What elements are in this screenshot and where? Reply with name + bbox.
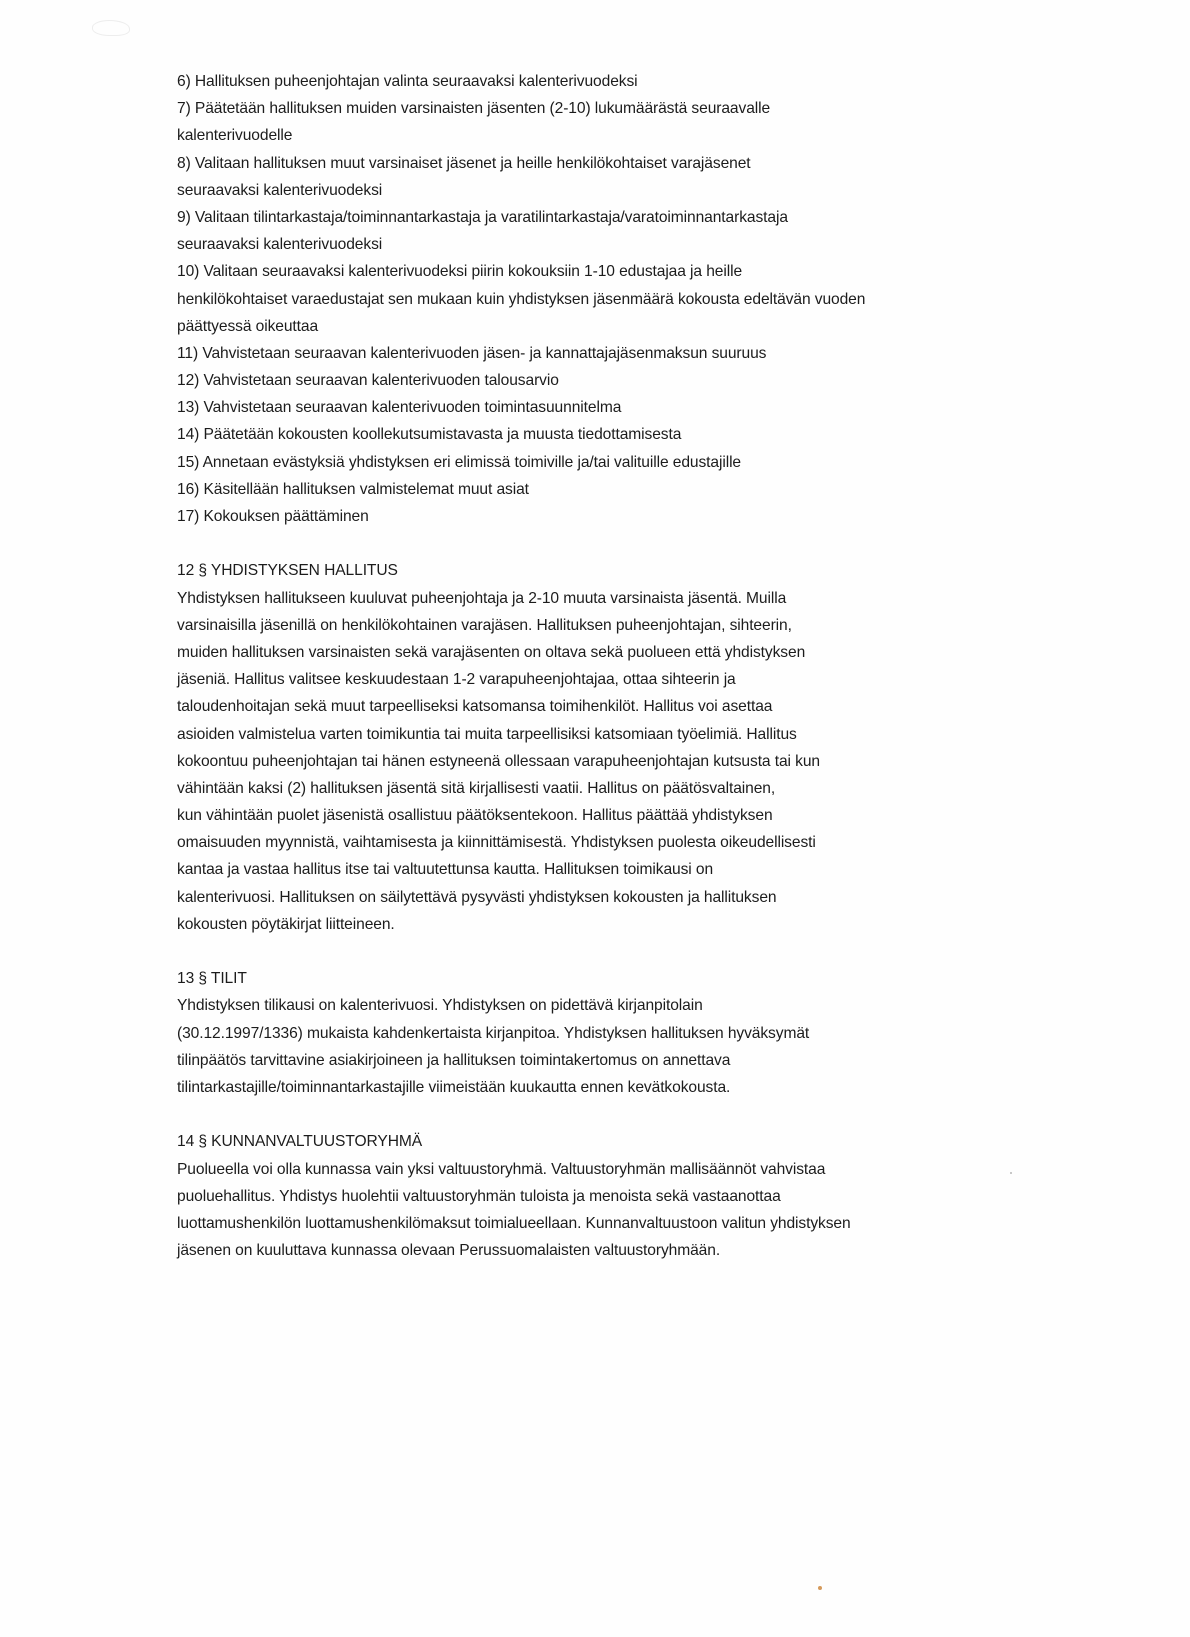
section-paragraph-line: taloudenhoitajan sekä muut tarpeelliseksi katsomansa toimihenkilöt. Hallitus voi asettaa: [177, 698, 773, 716]
agenda-item-line: päättyessä oikeuttaa: [177, 317, 319, 335]
section-paragraph-line: omaisuuden myynnistä, vaihtamisesta ja kiinnittämisestä. Yhdistyksen puolesta oikeudellisesti: [177, 834, 816, 852]
agenda-item-line: seuraavaksi kalenterivuodeksi: [177, 181, 383, 199]
section-paragraph-line: kokousten pöytäkirjat liitteineen.: [177, 915, 395, 933]
section: [177, 1128, 1037, 1264]
agenda-item-line: 11) Vahvistetaan seuraavan kalenterivuoden jäsen- ja kannattajajäsenmaksun suuruus: [177, 344, 767, 362]
agenda-item: [177, 449, 1037, 476]
section-heading: 14 § KUNNANVALTUUSTORYHMÄ: [177, 1133, 423, 1151]
section-paragraph-line: Puolueella voi olla kunnassa vain yksi valtuustoryhmä. Valtuustoryhmän mallisäännöt vahvistaa: [177, 1160, 826, 1178]
section-paragraph-line: Yhdistyksen tilikausi on kalenterivuosi. Yhdistyksen on pidettävä kirjanpitolain: [177, 997, 703, 1015]
agenda-item-line: 9) Valitaan tilintarkastaja/toiminnantarkastaja ja varatilintarkastaja/varatoiminnantarkastaja: [177, 208, 788, 226]
section-paragraph-line: tilinpäätös tarvittavine asiakirjoineen ja hallituksen toimintakertomus on annettava: [177, 1051, 731, 1069]
agenda-item: [177, 367, 1037, 394]
section-paragraph-line: jäsenen on kuuluttava kunnassa olevaan Perussuomalaisten valtuustoryhmään.: [177, 1242, 721, 1260]
section-paragraph-line: tilintarkastajille/toiminnantarkastajille viimeistään kuukautta ennen kevätkokousta.: [177, 1078, 731, 1096]
section-paragraph-line: vähintään kaksi (2) hallituksen jäsentä sitä kirjallisesti vaatii. Hallitus on päätösvaltainen,: [177, 779, 776, 797]
section-spacer: [177, 1101, 1037, 1128]
section-paragraph-line: puoluehallitus. Yhdistys huolehtii valtuustoryhmän tuloista ja menoista sekä vastaanottaa: [177, 1187, 781, 1205]
section: [177, 965, 1037, 1101]
agenda-item: [177, 340, 1037, 367]
section-paragraph-line: kalenterivuosi. Hallituksen on säilytettävä pysyvästi yhdistyksen kokousten ja hallituksen: [177, 888, 777, 906]
agenda-item-line: 16) Käsitellään hallituksen valmistelemat muut asiat: [177, 480, 529, 498]
agenda-item: [177, 68, 1037, 95]
agenda-item-line: 15) Annetaan evästyksiä yhdistyksen eri elimissä toimiville ja/tai valituille edustajille: [177, 453, 742, 471]
section-heading: 13 § TILIT: [177, 970, 247, 988]
agenda-item-line: 7) Päätetään hallituksen muiden varsinaisten jäsenten (2-10) lukumäärästä seuraavalle: [177, 100, 771, 118]
agenda-item-line: 12) Vahvistetaan seuraavan kalenterivuoden talousarvio: [177, 372, 559, 390]
agenda-item-line: 8) Valitaan hallituksen muut varsinaiset jäsenet ja heille henkilökohtaiset varajäsenet: [177, 154, 751, 172]
agenda-item-line: 13) Vahvistetaan seuraavan kalenterivuoden toimintasuunnitelma: [177, 399, 622, 417]
agenda-item-line: 17) Kokouksen päättäminen: [177, 508, 369, 525]
agenda-item-line: seuraavaksi kalenterivuodeksi: [177, 236, 383, 254]
agenda-item: [177, 258, 1037, 340]
agenda-item: [177, 476, 1037, 503]
section-paragraph-line: muiden hallituksen varsinaisten sekä varajäsenten on oltava sekä puolueen että yhdistyksen: [177, 643, 806, 661]
section-heading: 12 § YHDISTYKSEN HALLITUS: [177, 562, 398, 580]
scan-artifact-mark: [92, 20, 130, 36]
agenda-item: [177, 394, 1037, 421]
agenda-item-line: 6) Hallituksen puheenjohtajan valinta seuraavaksi kalenterivuodeksi: [177, 73, 638, 90]
agenda-item: [177, 95, 1037, 149]
document-body: [177, 68, 1037, 1264]
agenda-item: [177, 204, 1037, 258]
sections: [177, 530, 1037, 1264]
section-paragraph-line: luottamushenkilön luottamushenkilömaksut toimialueellaan. Kunnanvaltuustoon valitun yhdistyksen: [177, 1214, 851, 1232]
section-paragraph-line: kokoontuu puheenjohtajan tai hänen estyneenä ollessaan varapuheenjohtajan kutsusta tai kun: [177, 752, 820, 770]
section-spacer: [177, 938, 1037, 965]
section-paragraph-line: kantaa ja vastaa hallitus itse tai valtuutettunsa kautta. Hallituksen toimikausi on: [177, 861, 714, 879]
section: [177, 557, 1037, 938]
section-paragraph-line: varsinaisilla jäsenillä on henkilökohtainen varajäsen. Hallituksen puheenjohtajan, sihteerin,: [177, 616, 792, 634]
section-paragraph-line: Yhdistyksen hallitukseen kuuluvat puheenjohtaja ja 2-10 muuta varsinaista jäsentä. Muilla: [177, 589, 787, 607]
section-paragraph-line: jäseniä. Hallitus valitsee keskuudestaan 1-2 varapuheenjohtajaa, ottaa sihteerin ja: [177, 671, 736, 689]
section-paragraph-line: kun vähintään puolet jäsenistä osallistuu päätöksentekoon. Hallitus päättää yhdistyksen: [177, 807, 773, 825]
agenda-item: [177, 150, 1037, 204]
section-paragraph-line: (30.12.1997/1336) mukaista kahdenkertaista kirjanpitoa. Yhdistyksen hallituksen hyväksymät: [177, 1024, 810, 1042]
scan-artifact-speck: [818, 1586, 822, 1590]
agenda-list: [177, 68, 1037, 530]
agenda-item: [177, 503, 1037, 530]
agenda-item-line: kalenterivuodelle: [177, 127, 293, 145]
agenda-item-line: 10) Valitaan seuraavaksi kalenterivuodeksi piirin kokouksiin 1-10 edustajaa ja heille: [177, 263, 743, 281]
agenda-item: [177, 421, 1037, 448]
section-paragraph-line: asioiden valmistelua varten toimikuntia tai muita tarpeellisiksi katsomiaan työelimiä. Hallitus: [177, 725, 797, 743]
agenda-item-line: 14) Päätetään kokousten koollekutsumistavasta ja muusta tiedottamisesta: [177, 426, 682, 444]
agenda-item-line: henkilökohtaiset varaedustajat sen mukaan kuin yhdistyksen jäsenmäärä kokousta edeltävän vuoden: [177, 290, 866, 308]
section-spacer: [177, 530, 1037, 557]
